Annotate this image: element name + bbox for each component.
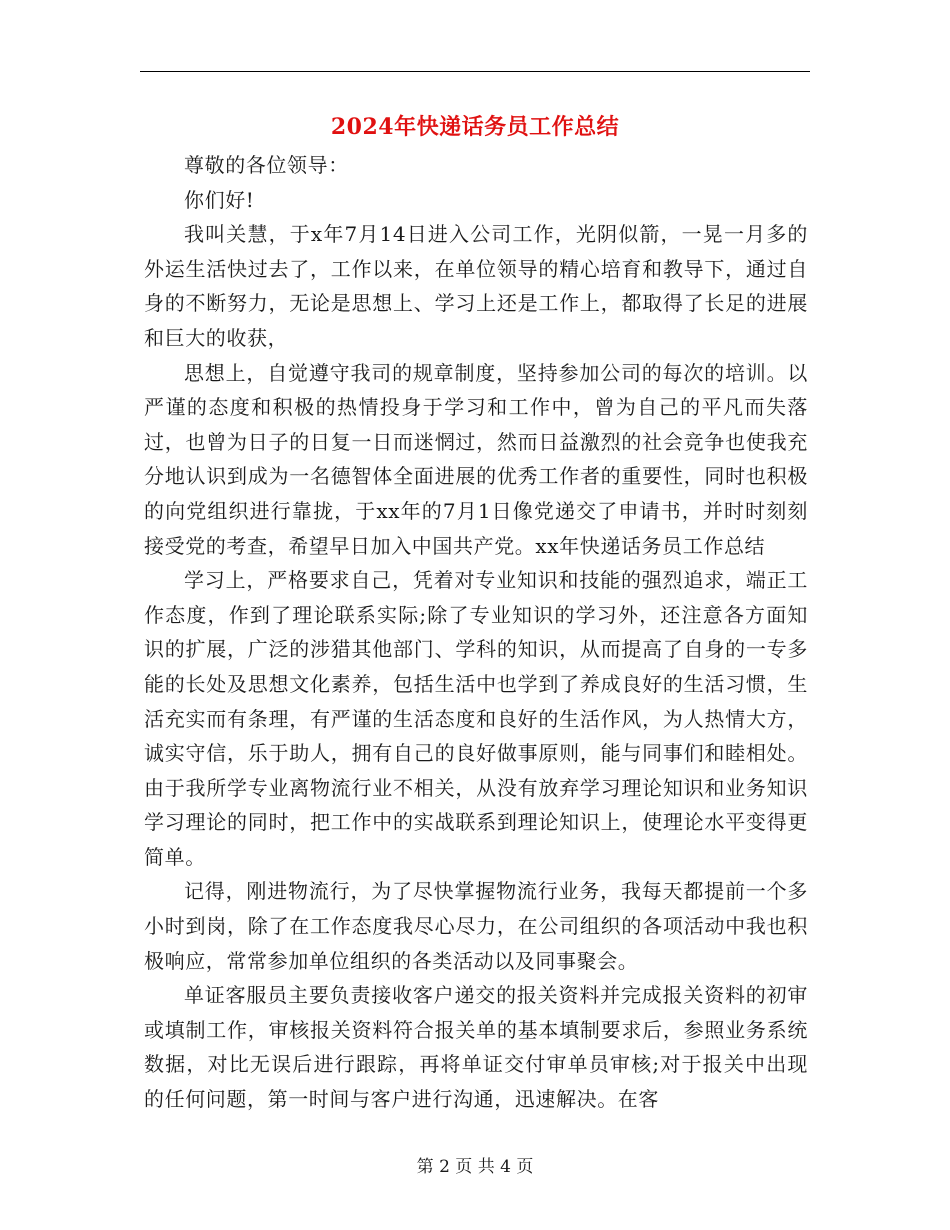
paragraph-thought: 思想上，自觉遵守我司的规章制度，坚持参加公司的每次的培训。以严谨的态度和积极的热情投身于学习和工作中，曾为自己的平凡而失落过，也曾为日子的日复一日而迷惘过，然而日益激烈的社会竞争也使我充分地认识到成为一名德智体全面进展的优秀工作者的重要性，同时也积极的向党组织进行靠拢，于xx年的7月1日像党递交了申请书，并时时刻刻接受党的考查，希望早日加入中国共产党。xx年快递话务员工作总结 — [144, 360, 808, 558]
header-rule — [140, 71, 810, 72]
paragraph-duties: 单证客服员主要负责接收客户递交的报关资料并完成报关资料的初审或填制工作，审核报关资料符合报关单的基本填制要求后，参照业务系统数据，对比无误后进行跟踪，再将单证交付审单员审核;对于报关中出现的任何问题，第一时间与客户进行沟通，迅速解决。在客 — [144, 983, 808, 1112]
paragraph-intro: 我叫关慧，于x年7月14日进入公司工作，光阴似箭，一晃一月多的外运生活快过去了，工作以来，在单位领导的精心培育和教导下，通过自身的不断努力，无论是思想上、学习上还是工作上，都取得了长足的进展和巨大的收获， — [144, 222, 808, 350]
greeting: 你们好! — [184, 187, 255, 212]
salutation: 尊敬的各位领导： — [184, 153, 349, 177]
document-body — [144, 148, 808, 1117]
document-title: 2024年快递话务员工作总结 — [330, 114, 620, 140]
paragraph-memory: 记得，刚进物流行，为了尽快掌握物流行业务，我每天都提前一个多小时到岗，除了在工作态度我尽心尽力，在公司组织的各项活动中我也积极响应，常常参加单位组织的各类活动以及同事聚会。 — [144, 879, 808, 973]
page-number: 第 2 页 共 4 页 — [416, 1157, 534, 1177]
paragraph-study: 学习上，严格要求自己，凭着对专业知识和技能的强烈追求，端正工作态度，作到了理论联系实际;除了专业知识的学习外，还注意各方面知识的扩展，广泛的涉猎其他部门、学科的知识，从而提高了自身的一专多能的长处及思想文化素养，包括生活中也学到了养成良好的生活习惯，生活充实而有条理，有严谨的生活态度和良好的生活作风，为人热情大方，诚实守信，乐于助人，拥有自己的良好做事原则，能与同事们和睦相处。由于我所学专业离物流行业不相关，从没有放弃学习理论知识和业务知识学习理论的同时，把工作中的实战联系到理论知识上，使理论水平变得更简单。 — [144, 568, 808, 869]
